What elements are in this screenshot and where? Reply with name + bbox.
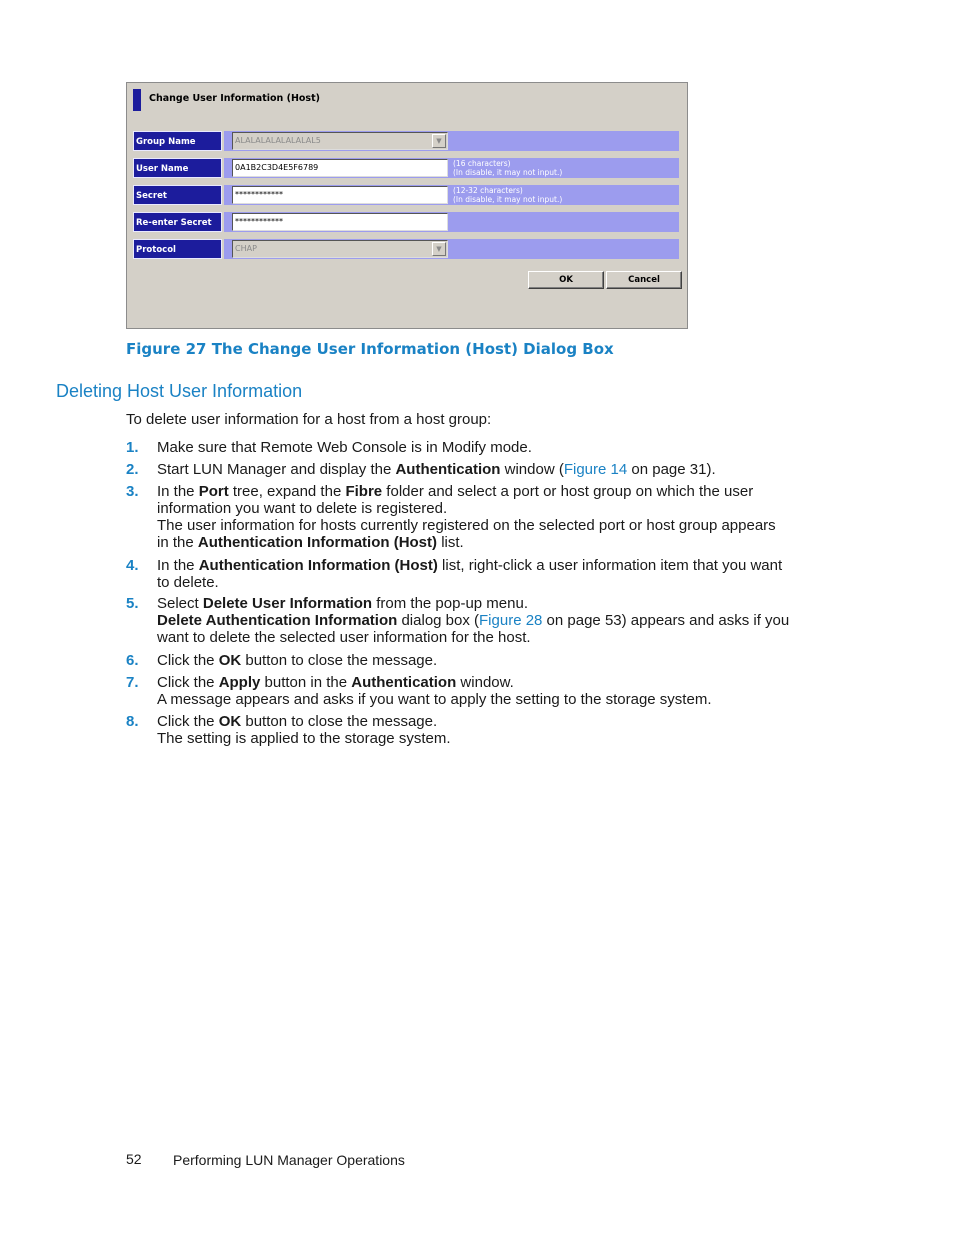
- cancel-button[interactable]: Cancel: [606, 271, 682, 289]
- step-line: Select Delete User Information from the pop-up menu.: [157, 595, 528, 612]
- ui-term: Port: [198, 483, 229, 500]
- step-line: Make sure that Remote Web Console is in Modify mode.: [157, 439, 532, 456]
- step-line: in the Authentication Information (Host) list.: [157, 534, 464, 551]
- field-label: Group Name: [133, 131, 222, 151]
- step-number: 3.: [126, 483, 139, 500]
- step-number: 8.: [126, 713, 139, 730]
- hint-line: (In disable, it may not input.): [453, 195, 563, 204]
- dialog-row: [133, 131, 679, 151]
- step-line: Delete Authentication Information dialog box (Figure 28 on page 53) appears and asks if you: [157, 612, 790, 629]
- ui-term: OK: [218, 652, 242, 669]
- select-field[interactable]: [232, 240, 448, 258]
- text-input[interactable]: [232, 213, 448, 231]
- field-hint: [453, 159, 562, 177]
- section-title: Deleting Host User Information: [56, 381, 303, 401]
- title-marker: [133, 89, 141, 111]
- step-line: to delete.: [157, 574, 219, 591]
- intro-text: To delete user information for a host from a host group:: [126, 411, 492, 428]
- step-text: [157, 595, 807, 646]
- step-number: 5.: [126, 595, 139, 612]
- hint-line: (16 characters): [453, 159, 511, 168]
- dialog-row: [133, 185, 679, 205]
- step-line: A message appears and asks if you want to apply the setting to the storage system.: [157, 691, 712, 708]
- field-value: ************: [235, 190, 283, 199]
- figure-link[interactable]: Figure 14: [563, 461, 628, 478]
- field-label: User Name: [133, 158, 222, 178]
- hint-line: (In disable, it may not input.): [453, 168, 563, 177]
- ui-term: Apply: [218, 674, 261, 691]
- chevron-down-icon[interactable]: ▼: [432, 134, 446, 148]
- page-number: 52: [126, 1151, 142, 1167]
- ui-term: Authentication: [395, 461, 501, 478]
- step-text: [157, 461, 807, 478]
- text-input[interactable]: [232, 186, 448, 204]
- step-line: Click the OK button to close the message.: [157, 652, 438, 669]
- field-value: ALALALALALALALAL5: [235, 136, 321, 145]
- step-line: Start LUN Manager and display the Authentication window (Figure 14 on page 31).: [157, 461, 716, 478]
- dialog-title: Change User Information (Host): [149, 93, 320, 104]
- step-line: In the Port tree, expand the Fibre folder and select a port or host group on which the user: [157, 483, 754, 500]
- field-hint: [453, 186, 562, 204]
- field-label: Secret: [133, 185, 222, 205]
- step-text: [157, 713, 807, 747]
- step-text: [157, 483, 807, 551]
- step-line: The user information for hosts currently registered on the selected port or host group appears: [157, 517, 776, 534]
- step-line: information you want to delete is registered.: [157, 500, 448, 517]
- field-label: Protocol: [133, 239, 222, 259]
- step-number: 6.: [126, 652, 139, 669]
- field-value: CHAP: [235, 244, 257, 253]
- step-text: [157, 674, 807, 708]
- figure-link[interactable]: Figure 28: [479, 612, 543, 629]
- step-number: 7.: [126, 674, 139, 691]
- field-value: 0A1B2C3D4E5F6789: [235, 163, 319, 172]
- step-line: In the Authentication Information (Host) list, right-click a user information item that you want: [157, 557, 783, 574]
- field-label: Re-enter Secret: [133, 212, 222, 232]
- step-line: Click the OK button to close the message.: [157, 713, 438, 730]
- step-number: 2.: [126, 461, 139, 478]
- ui-term: Authentication: [351, 674, 457, 691]
- ui-term: Fibre: [345, 483, 383, 500]
- dialog-row: [133, 239, 679, 259]
- step-text: [157, 439, 807, 456]
- step-text: [157, 557, 807, 591]
- change-user-info-dialog: [126, 82, 688, 329]
- dialog-row: [133, 212, 679, 232]
- hint-line: (12-32 characters): [453, 186, 523, 195]
- chevron-down-icon[interactable]: ▼: [432, 242, 446, 256]
- dialog-row: [133, 158, 679, 178]
- ok-button[interactable]: OK: [528, 271, 604, 289]
- step-text: [157, 652, 807, 669]
- step-line: The setting is applied to the storage system.: [157, 730, 451, 747]
- step-line: want to delete the selected user information for the host.: [157, 629, 531, 646]
- text-input[interactable]: [232, 159, 448, 177]
- step-number: 1.: [126, 439, 139, 456]
- ui-term: Delete User Information: [202, 595, 373, 612]
- step-number: 4.: [126, 557, 139, 574]
- select-field[interactable]: [232, 132, 448, 150]
- ui-term: Authentication Information (Host): [198, 557, 438, 574]
- step-line: Click the Apply button in the Authentication window.: [157, 674, 514, 691]
- figure-caption: Figure 27 The Change User Information (Host) Dialog Box: [126, 340, 614, 358]
- footer-title: Performing LUN Manager Operations: [173, 1152, 405, 1168]
- field-value: ************: [235, 217, 283, 226]
- ui-term: Delete Authentication Information: [157, 612, 398, 629]
- ui-term: OK: [218, 713, 242, 730]
- ui-term: Authentication Information (Host): [197, 534, 438, 551]
